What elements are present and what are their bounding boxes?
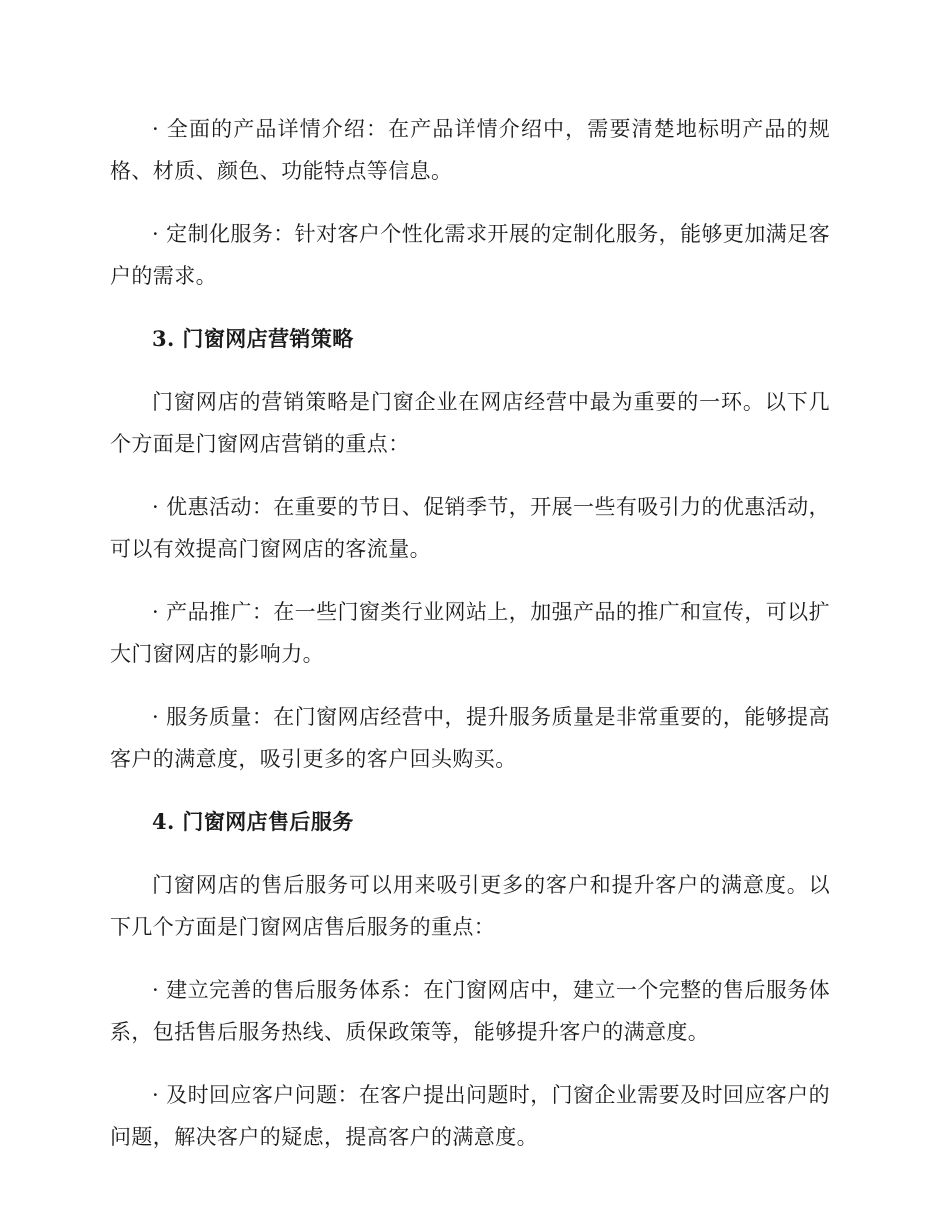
bullet-promotions: · 优惠活动：在重要的节日、促销季节，开展一些有吸引力的优惠活动，可以有效提高门窗网店的客流量。: [110, 495, 830, 561]
bullet-customization: · 定制化服务：针对客户个性化需求开展的定制化服务，能够更加满足客户的需求。: [110, 222, 830, 288]
bullet-service-quality: · 服务质量：在门窗网店经营中，提升服务质量是非常重要的，能够提高客户的满意度，吸引更多的客户回头购买。: [110, 705, 830, 771]
bullet-product-details: · 全面的产品详情介绍：在产品详情介绍中，需要清楚地标明产品的规格、材质、颜色、功能特点等信息。: [110, 117, 830, 183]
bullet-timely-response: · 及时回应客户问题：在客户提出问题时，门窗企业需要及时回应客户的问题，解决客户的疑虑，提高客户的满意度。: [110, 1083, 830, 1149]
bullet-product-promotion: · 产品推广：在一些门窗类行业网站上，加强产品的推广和宣传，可以扩大门窗网店的影响力。: [110, 600, 830, 666]
after-sales-intro-paragraph: 门窗网店的售后服务可以用来吸引更多的客户和提升客户的满意度。以下几个方面是门窗网店售后服务的重点：: [110, 873, 830, 939]
document-body: [110, 108, 830, 1179]
section-heading-marketing: 3. 门窗网店营销策略: [152, 326, 354, 351]
marketing-intro-paragraph: 门窗网店的营销策略是门窗企业在网店经营中最为重要的一环。以下几个方面是门窗网店营销的重点：: [110, 390, 830, 456]
section-heading-after-sales: 4. 门窗网店售后服务: [152, 809, 354, 834]
bullet-service-system: · 建立完善的售后服务体系：在门窗网店中，建立一个完整的售后服务体系，包括售后服务热线、质保政策等，能够提升客户的满意度。: [110, 978, 830, 1044]
